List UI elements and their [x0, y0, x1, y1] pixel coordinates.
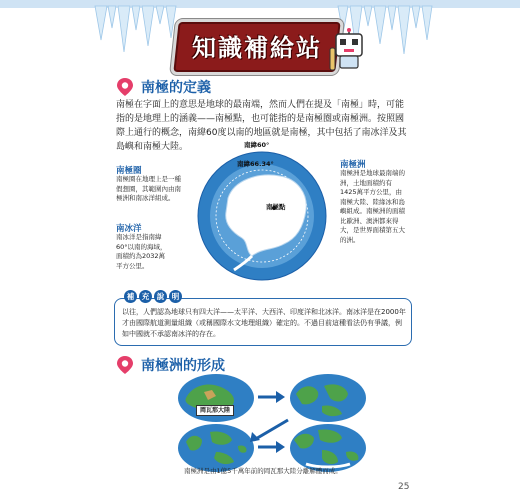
location-pin-icon — [115, 355, 135, 375]
antarctic-circle-body: 南極圈在地理上是一種假想圈，其範圍內由南極洲和南冰洋組成。 — [116, 175, 181, 202]
antarctica-continent-title: 南極洲 — [340, 160, 366, 170]
tag-char: 補 — [124, 290, 137, 303]
tag-char: 充 — [139, 290, 152, 303]
robot-mascot-icon — [326, 28, 372, 74]
globe-stage-2 — [288, 372, 368, 424]
globe-gondwana — [176, 372, 256, 424]
map-label-6634: 南緯66.34° — [237, 160, 274, 168]
globe-label: 岡瓦那大陸 — [196, 405, 234, 416]
southern-ocean-body: 南冰洋是指南緯60°以南的海域，面積約為2032萬平方公里。 — [116, 233, 167, 270]
arrow-right-icon — [258, 390, 286, 404]
figure-caption: 南極洲是由1億5千萬年前的岡瓦那大陸分離解體而成。 — [184, 467, 342, 475]
tag-char: 說 — [154, 290, 167, 303]
intro-paragraph: 南極在字面上的意思是地球的最南端，然而人們在提及「南極」時，可能指的是地理上的涵義——南極點，也可能指的是南極圈或南極洲。按照國際上通行的概念，南緯60度以南的地區就是南極，其中包括了南冰洋及其島嶼和南極大陸。 — [116, 100, 407, 152]
southern-ocean-title: 南冰洋 — [116, 224, 142, 234]
antarctic-circle-title: 南極圈 — [116, 166, 142, 176]
supplement-text: 以往，人們認為地球只有四大洋——太平洋、大西洋、印度洋和北冰洋。南冰洋是在2000年才由國際航道測量組織（或稱國際水文地理組織）確定的。不過目前這種看法仍有爭議，例如中國就不承認南冰洋的存在。 — [122, 308, 406, 338]
banner-title: 知識補給站 — [192, 34, 322, 62]
section-title: 南極洲的形成 — [141, 358, 225, 374]
location-pin-icon — [115, 77, 135, 97]
page-number: 25 — [398, 482, 410, 492]
antarctica-continent-body: 南極洲是地球最南端的洲，土地面積約有1425萬平方公里，由南極大陸、陸緣冰和島嶼組成。南極洲的面積比歐洲、澳洲都來得大，是世界面積第五大的洲。 — [340, 169, 405, 244]
arrow-right-icon — [258, 440, 286, 454]
map-label-pole: 南極點 — [266, 203, 286, 211]
section-title: 南極的定義 — [141, 80, 211, 96]
tag-char: 明 — [169, 290, 182, 303]
map-label-60: 南緯60° — [244, 141, 270, 149]
supplement-tag — [124, 290, 182, 303]
section-heading-definition — [115, 76, 211, 98]
